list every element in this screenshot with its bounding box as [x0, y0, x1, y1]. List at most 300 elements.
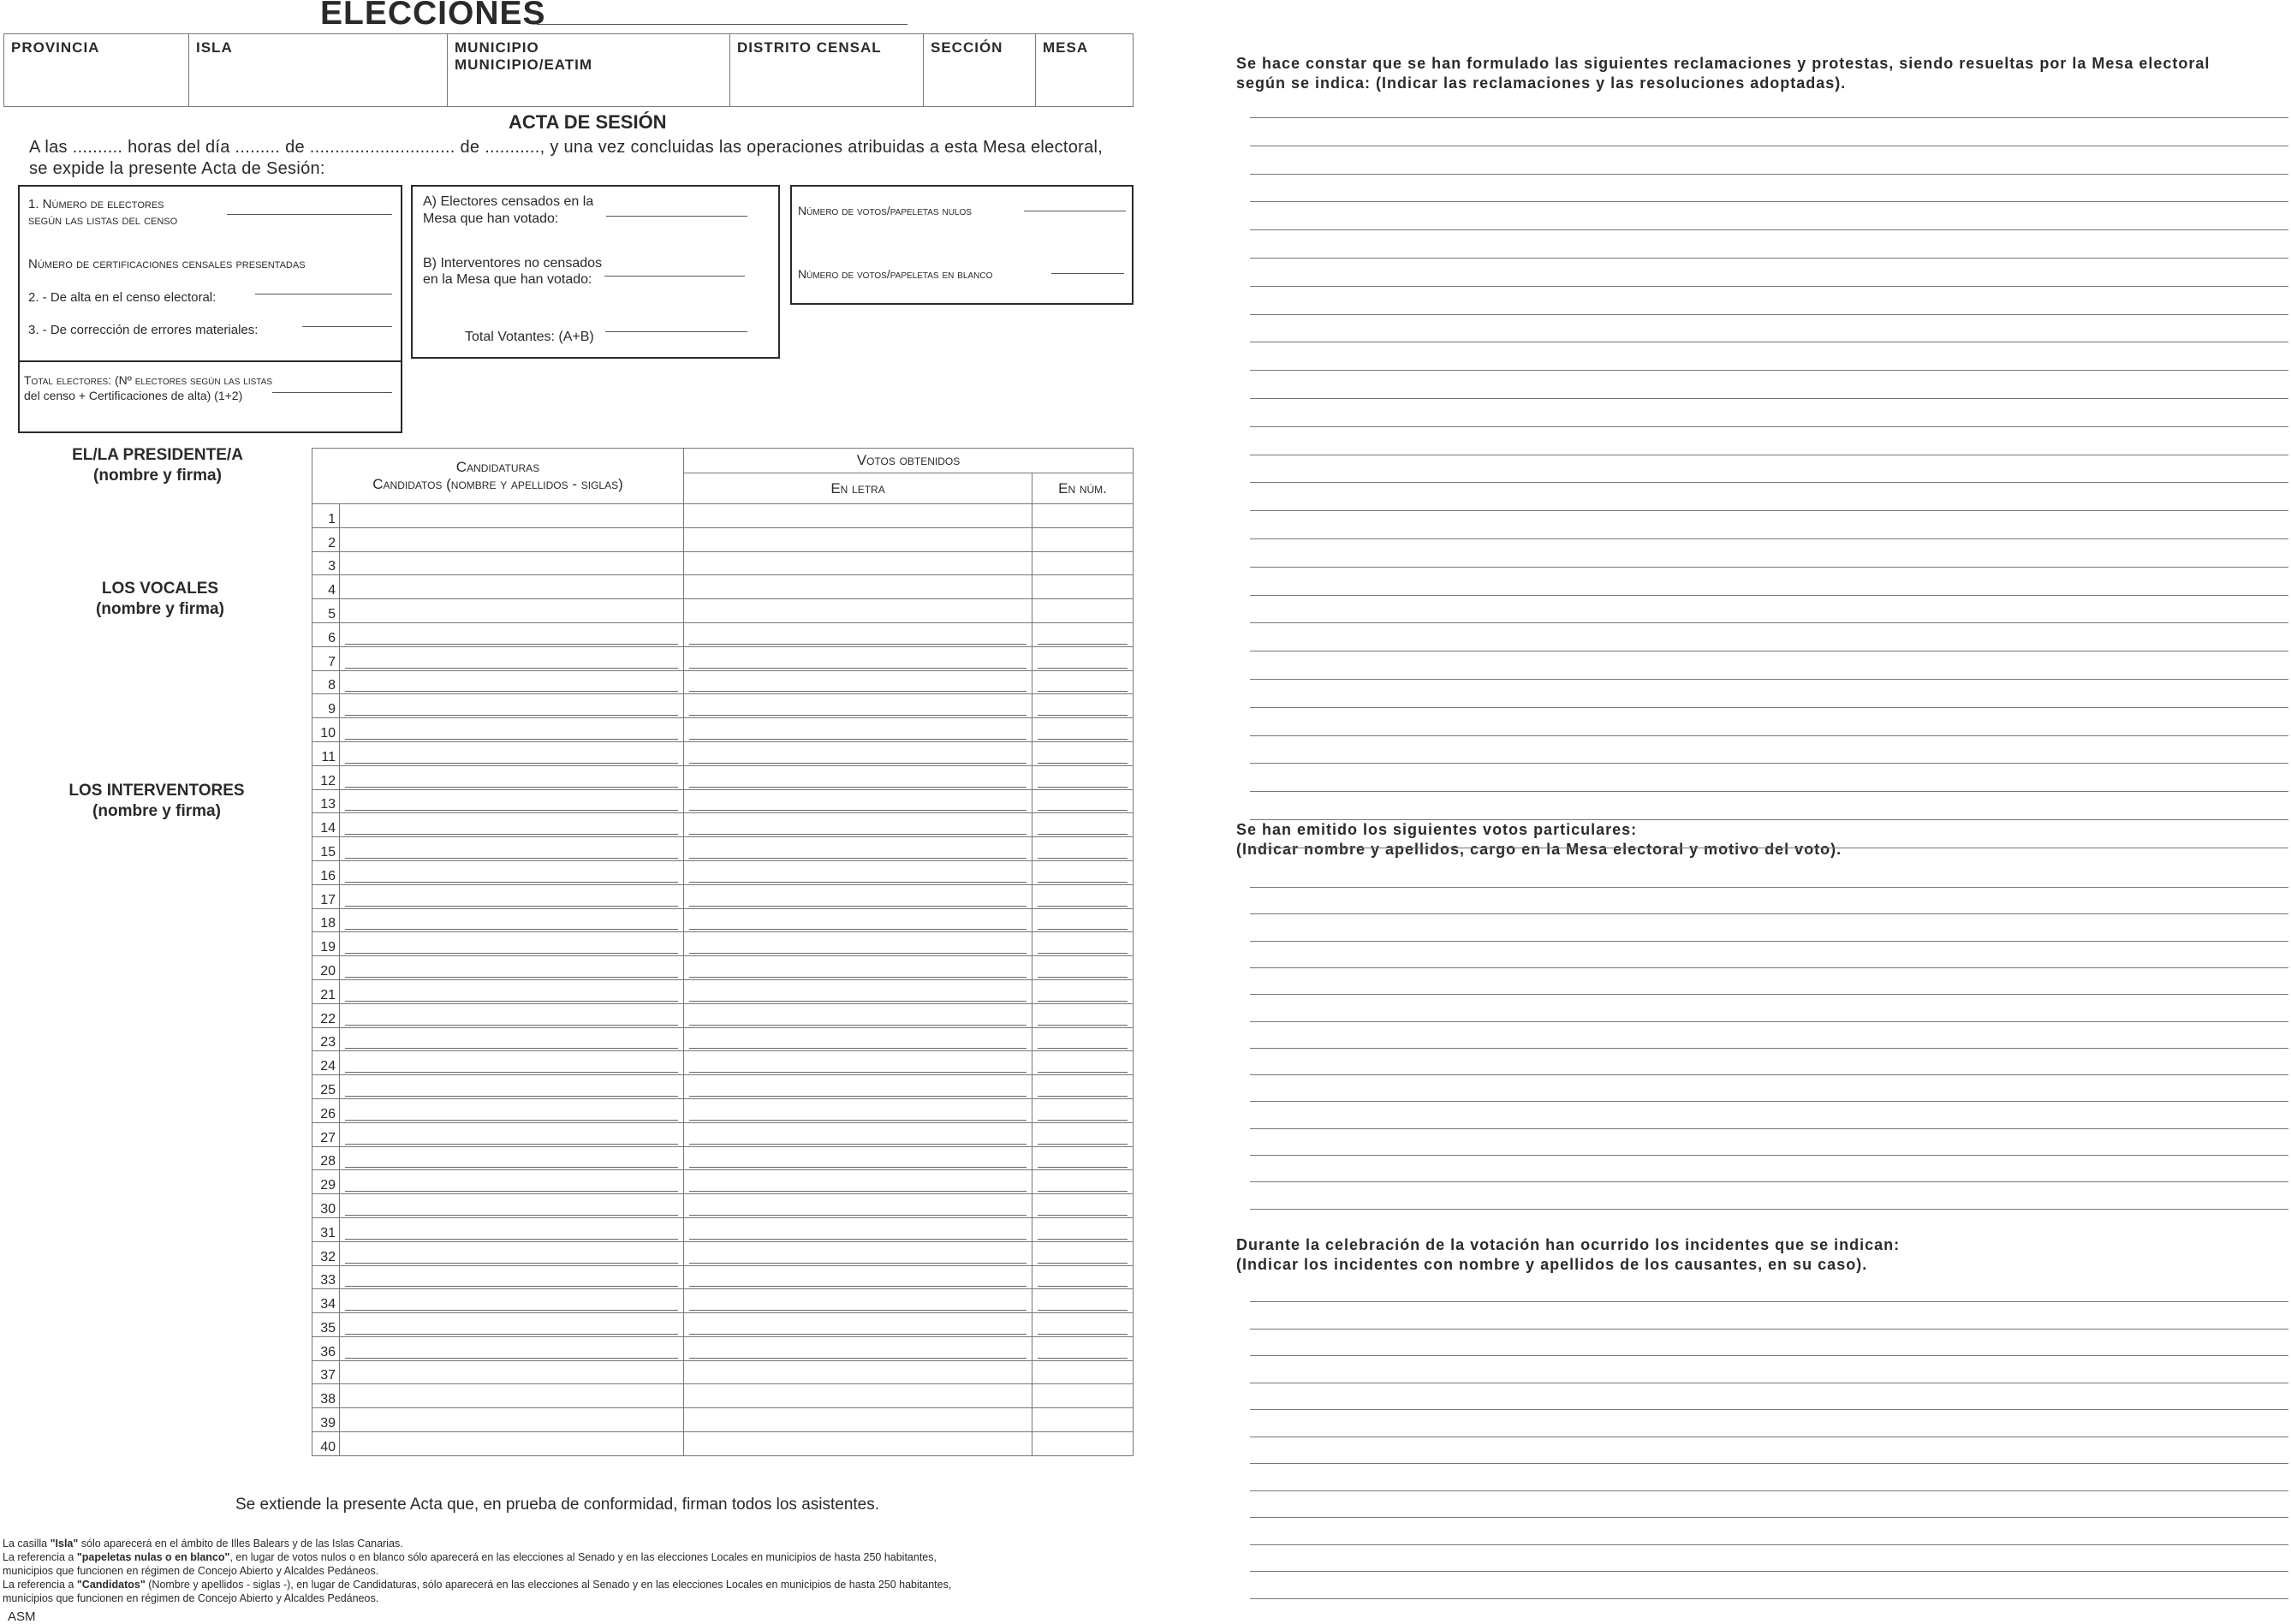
num-cell[interactable] — [1032, 860, 1134, 884]
letra-cell[interactable] — [684, 1241, 1032, 1265]
underline — [1038, 1025, 1128, 1026]
letra-cell[interactable] — [684, 1003, 1032, 1027]
num-cell[interactable] — [1032, 575, 1134, 599]
underline — [1038, 1048, 1128, 1049]
candidatura-cell[interactable] — [340, 504, 684, 528]
underline — [1038, 977, 1128, 978]
writing-line[interactable] — [1250, 1355, 2288, 1356]
table-row — [312, 1098, 1134, 1122]
interventores-nc-input[interactable] — [604, 276, 745, 277]
underline — [689, 1358, 1026, 1359]
underline — [345, 739, 678, 740]
writing-line[interactable] — [1250, 967, 2288, 968]
num-cell[interactable] — [1032, 956, 1134, 980]
underline — [689, 929, 1026, 930]
table-row — [312, 1051, 1134, 1075]
writing-line[interactable] — [1250, 819, 2288, 820]
num-cell[interactable] — [1032, 1146, 1134, 1170]
num-cell[interactable] — [1032, 837, 1134, 861]
row-number: 17 — [312, 884, 340, 908]
num-cell[interactable] — [1032, 932, 1134, 956]
candidatura-cell[interactable] — [340, 765, 684, 789]
candidatura-cell[interactable] — [340, 860, 684, 884]
table-row — [312, 1313, 1134, 1337]
num-header: En núm. — [1032, 473, 1134, 504]
underline — [345, 1191, 678, 1192]
writing-line[interactable] — [1250, 994, 2288, 995]
num-cell[interactable] — [1032, 884, 1134, 908]
candidatura-cell[interactable] — [340, 575, 684, 599]
letra-cell[interactable] — [684, 789, 1032, 813]
underline — [689, 906, 1026, 907]
writing-line[interactable] — [1250, 567, 2288, 568]
underline — [345, 1072, 678, 1073]
underline — [1038, 1120, 1128, 1121]
writing-line[interactable] — [1250, 1463, 2288, 1464]
blanco-input[interactable] — [1051, 273, 1124, 274]
candidatura-cell[interactable] — [340, 1051, 684, 1075]
writing-line[interactable] — [1250, 622, 2288, 623]
candidatura-cell[interactable] — [340, 670, 684, 694]
letra-cell[interactable] — [684, 813, 1032, 837]
candidatura-cell[interactable] — [340, 1075, 684, 1099]
row-number: 19 — [312, 932, 340, 956]
underline — [345, 810, 678, 811]
underline — [345, 906, 678, 907]
letra-cell[interactable] — [684, 1408, 1032, 1432]
table-row — [312, 789, 1134, 813]
candidatura-cell[interactable] — [340, 741, 684, 765]
num-cell[interactable] — [1032, 741, 1134, 765]
writing-line[interactable] — [1250, 117, 2288, 118]
num-cell[interactable] — [1032, 504, 1134, 528]
underline — [345, 1167, 678, 1168]
candidatura-cell[interactable] — [340, 979, 684, 1003]
writing-line[interactable] — [1250, 1571, 2288, 1572]
writing-line[interactable] — [1250, 1490, 2288, 1491]
candidatos-header-label: Candidatos (nombre y apellidos - siglas) — [372, 476, 623, 492]
location-header — [3, 33, 1134, 107]
table-row — [312, 765, 1134, 789]
num-cell[interactable] — [1032, 694, 1134, 718]
reclamaciones-line-2: según se indica: (Indicar las reclamaciones y las resoluciones adoptadas). — [1236, 74, 1847, 92]
row-number: 1 — [312, 504, 340, 528]
num-cell[interactable] — [1032, 813, 1134, 837]
writing-line[interactable] — [1250, 314, 2288, 315]
underline — [689, 668, 1026, 669]
num-cell[interactable] — [1032, 1313, 1134, 1337]
vocales-sublabel: (nombre y firma) — [96, 600, 224, 618]
underline — [689, 644, 1026, 645]
interventores-label: LOS INTERVENTORES — [68, 782, 245, 800]
writing-line[interactable] — [1250, 1074, 2288, 1075]
vocales-label: LOS VOCALES — [101, 580, 219, 598]
writing-line[interactable] — [1250, 679, 2288, 680]
writing-line[interactable] — [1250, 913, 2288, 914]
total-votantes-input[interactable] — [605, 331, 747, 332]
note-isla: La casilla "Isla" sólo aparecerá en el ámbito de Illes Balears y de las Islas Canarias. — [3, 1538, 403, 1550]
underline — [689, 882, 1026, 883]
letra-cell[interactable] — [684, 551, 1032, 575]
table-row — [312, 1146, 1134, 1170]
writing-line[interactable] — [1250, 707, 2288, 708]
num-cell[interactable] — [1032, 789, 1134, 813]
underline — [345, 1096, 678, 1097]
candidatura-cell[interactable] — [340, 1265, 684, 1289]
num-cell[interactable] — [1032, 1027, 1134, 1051]
letra-cell[interactable] — [684, 1170, 1032, 1194]
incidentes-line-2: (Indicar los incidentes con nombre y apellidos de los causantes, en su caso). — [1236, 1256, 1868, 1273]
candidatura-cell[interactable] — [340, 884, 684, 908]
provincia-field[interactable] — [4, 34, 189, 106]
seccion-label: SECCIÓN — [931, 39, 1003, 56]
writing-line[interactable] — [1250, 595, 2288, 596]
letra-cell[interactable] — [684, 1051, 1032, 1075]
isla-field[interactable] — [189, 34, 448, 106]
candidatura-cell[interactable] — [340, 932, 684, 956]
candidatura-cell[interactable] — [340, 789, 684, 813]
underline — [1038, 763, 1128, 764]
writing-line[interactable] — [1250, 1128, 2288, 1129]
table-row — [312, 884, 1134, 908]
letra-cell[interactable] — [684, 504, 1032, 528]
num-cell[interactable] — [1032, 527, 1134, 551]
letra-cell[interactable] — [684, 1360, 1032, 1384]
candidatura-cell[interactable] — [340, 908, 684, 932]
underline — [1038, 1239, 1128, 1240]
num-cell[interactable] — [1032, 1336, 1134, 1360]
writing-line[interactable] — [1250, 1517, 2288, 1518]
letra-cell[interactable] — [684, 837, 1032, 861]
underline — [1038, 691, 1128, 692]
letra-cell[interactable] — [684, 1336, 1032, 1360]
letra-cell[interactable] — [684, 1217, 1032, 1241]
candidatura-cell[interactable] — [340, 1146, 684, 1170]
candidatura-cell[interactable] — [340, 1408, 684, 1432]
candidatura-cell[interactable] — [340, 1194, 684, 1218]
writing-line[interactable] — [1250, 1301, 2288, 1302]
num-cell[interactable] — [1032, 979, 1134, 1003]
candidatura-cell[interactable] — [340, 718, 684, 742]
writing-line[interactable] — [1250, 510, 2288, 511]
table-row — [312, 1122, 1134, 1146]
letra-cell[interactable] — [684, 527, 1032, 551]
writing-line[interactable] — [1250, 174, 2288, 175]
candidatura-cell[interactable] — [340, 1313, 684, 1337]
table-row — [312, 1217, 1134, 1241]
writing-line[interactable] — [1250, 1409, 2288, 1410]
num-cell[interactable] — [1032, 1384, 1134, 1408]
writing-line[interactable] — [1250, 887, 2288, 888]
table-row — [312, 1408, 1134, 1432]
underline — [1038, 644, 1128, 645]
underline — [345, 644, 678, 645]
municipio-label: MUNICIPIO — [455, 39, 539, 56]
table-row — [312, 551, 1134, 575]
num-cell[interactable] — [1032, 1170, 1134, 1194]
candidatura-cell[interactable] — [340, 1027, 684, 1051]
presidente-signature[interactable] — [25, 445, 290, 486]
num-cell[interactable] — [1032, 1432, 1134, 1456]
municipio-field[interactable] — [448, 34, 730, 106]
underline — [1038, 882, 1128, 883]
table-row — [312, 1432, 1134, 1456]
num-cell[interactable] — [1032, 551, 1134, 575]
mesa-field[interactable] — [1036, 34, 1133, 106]
underline — [345, 1001, 678, 1002]
table-row — [312, 1241, 1134, 1265]
num-cell[interactable] — [1032, 1241, 1134, 1265]
candidatura-cell[interactable] — [340, 1384, 684, 1408]
candidatura-cell[interactable] — [340, 1336, 684, 1360]
row-number: 26 — [312, 1098, 340, 1122]
letra-cell[interactable] — [684, 860, 1032, 884]
underline — [1038, 810, 1128, 811]
letra-cell[interactable] — [684, 575, 1032, 599]
closing-text: Se extiende la presente Acta que, en prueba de conformidad, firman todos los asistentes. — [235, 1496, 880, 1514]
candidatura-cell[interactable] — [340, 599, 684, 623]
underline — [689, 1263, 1026, 1264]
num-cell[interactable] — [1032, 1360, 1134, 1384]
votos-line-1: Se han emitido los siguientes votos particulares: — [1236, 821, 1638, 838]
letra-cell[interactable] — [684, 1194, 1032, 1218]
row-number: 33 — [312, 1265, 340, 1289]
candidatura-cell[interactable] — [340, 1360, 684, 1384]
underline — [689, 715, 1026, 716]
row-number: 5 — [312, 599, 340, 623]
num-cell[interactable] — [1032, 908, 1134, 932]
underline — [689, 1191, 1026, 1192]
underline — [345, 858, 678, 859]
writing-line[interactable] — [1250, 398, 2288, 399]
num-cell[interactable] — [1032, 1265, 1134, 1289]
num-cell[interactable] — [1032, 765, 1134, 789]
num-cell[interactable] — [1032, 622, 1134, 646]
num-cell[interactable] — [1032, 1051, 1134, 1075]
incidentes-line-1: Durante la celebración de la votación han ocurrido los incidentes que se indican: — [1236, 1236, 1901, 1253]
letra-cell[interactable] — [684, 1313, 1032, 1337]
candidatura-cell[interactable] — [340, 1241, 684, 1265]
underline — [345, 1048, 678, 1049]
footnotes — [3, 1537, 1141, 1605]
underline — [689, 1072, 1026, 1073]
candidatura-cell[interactable] — [340, 622, 684, 646]
candidatura-cell[interactable] — [340, 1098, 684, 1122]
total-electores-sublabel: del censo + Certificaciones de alta) (1+2) — [24, 389, 243, 402]
row-number: 7 — [312, 646, 340, 670]
letra-cell[interactable] — [684, 1146, 1032, 1170]
table-row — [312, 1360, 1134, 1384]
underline — [345, 953, 678, 954]
row-number: 31 — [312, 1217, 340, 1241]
row-number: 4 — [312, 575, 340, 599]
underline — [345, 763, 678, 764]
writing-line[interactable] — [1250, 791, 2288, 792]
letra-cell[interactable] — [684, 1122, 1032, 1146]
underline — [689, 1239, 1026, 1240]
candidatura-cell[interactable] — [340, 1170, 684, 1194]
writing-line[interactable] — [1250, 426, 2288, 427]
candidatura-cell[interactable] — [340, 694, 684, 718]
intro-line-1: A las .......... horas del día ......... de ............................. de ..........., y una vez concluidas las operaciones atribuidas a esta Mesa electoral, — [29, 138, 1104, 157]
table-row — [312, 1336, 1134, 1360]
row-number: 14 — [312, 813, 340, 837]
writing-line[interactable] — [1250, 482, 2288, 483]
interventores-nc-sublabel: en la Mesa que han votado: — [423, 272, 592, 287]
writing-line[interactable] — [1250, 258, 2288, 259]
candidatura-cell[interactable] — [340, 1289, 684, 1313]
candidatura-cell[interactable] — [340, 527, 684, 551]
candidatura-cell[interactable] — [340, 1432, 684, 1456]
underline — [689, 834, 1026, 835]
underline — [1038, 906, 1128, 907]
writing-line[interactable] — [1250, 286, 2288, 287]
letra-cell[interactable] — [684, 599, 1032, 623]
num-cell[interactable] — [1032, 1122, 1134, 1146]
letra-cell[interactable] — [684, 718, 1032, 742]
letra-cell[interactable] — [684, 932, 1032, 956]
row-number: 10 — [312, 718, 340, 742]
letra-cell[interactable] — [684, 622, 1032, 646]
letra-cell[interactable] — [684, 1432, 1032, 1456]
row-number: 29 — [312, 1170, 340, 1194]
num-cell[interactable] — [1032, 1408, 1134, 1432]
writing-line[interactable] — [1250, 370, 2288, 371]
total-electores-input[interactable] — [272, 392, 392, 393]
underline — [345, 1239, 678, 1240]
candidatura-cell[interactable] — [340, 1003, 684, 1027]
election-name-field[interactable] — [537, 24, 907, 25]
num-cell[interactable] — [1032, 1098, 1134, 1122]
row-number: 37 — [312, 1360, 340, 1384]
candidatura-cell[interactable] — [340, 837, 684, 861]
row-number: 2 — [312, 527, 340, 551]
underline — [1038, 1334, 1128, 1335]
writing-line[interactable] — [1250, 1021, 2288, 1022]
underline — [689, 1215, 1026, 1216]
candidatura-cell[interactable] — [340, 1122, 684, 1146]
writing-line[interactable] — [1250, 763, 2288, 764]
mesa-label: MESA — [1043, 39, 1089, 56]
underline — [1038, 1191, 1128, 1192]
writing-line[interactable] — [1250, 538, 2288, 539]
underline — [689, 858, 1026, 859]
intro-text — [29, 137, 1142, 180]
letra-cell[interactable] — [684, 956, 1032, 980]
interventores-nc-label: B) Interventores no censados — [423, 256, 603, 271]
num-cell[interactable] — [1032, 599, 1134, 623]
letra-cell[interactable] — [684, 741, 1032, 765]
table-row — [312, 837, 1134, 861]
letra-cell[interactable] — [684, 1265, 1032, 1289]
divider — [18, 360, 401, 362]
underline — [345, 1358, 678, 1359]
letra-cell[interactable] — [684, 1384, 1032, 1408]
underline — [689, 1096, 1026, 1097]
correccion-label: 3. - De corrección de errores materiales: — [28, 323, 259, 337]
underline — [345, 929, 678, 930]
underline — [689, 1001, 1026, 1002]
letra-cell[interactable] — [684, 1075, 1032, 1099]
writing-line[interactable] — [1250, 1048, 2288, 1049]
underline — [345, 882, 678, 883]
seccion-field[interactable] — [924, 34, 1036, 106]
candidatura-cell[interactable] — [340, 813, 684, 837]
underline — [1038, 1310, 1128, 1311]
writing-line[interactable] — [1250, 1181, 2288, 1182]
row-number: 25 — [312, 1075, 340, 1099]
underline — [689, 1334, 1026, 1335]
acta-title: ACTA DE SESIÓN — [509, 111, 667, 133]
num-cell[interactable] — [1032, 1217, 1134, 1241]
table-row — [312, 813, 1134, 837]
row-number: 3 — [312, 551, 340, 575]
letra-cell[interactable] — [684, 694, 1032, 718]
underline — [1038, 715, 1128, 716]
underline — [1038, 1001, 1128, 1002]
underline — [345, 787, 678, 788]
letra-cell[interactable] — [684, 1098, 1032, 1122]
num-cell[interactable] — [1032, 1075, 1134, 1099]
row-number: 8 — [312, 670, 340, 694]
candidatura-cell[interactable] — [340, 551, 684, 575]
row-number: 32 — [312, 1241, 340, 1265]
table-row — [312, 622, 1134, 646]
writing-line[interactable] — [1250, 735, 2288, 736]
censados-input[interactable] — [606, 216, 747, 217]
num-cell[interactable] — [1032, 1194, 1134, 1218]
writing-line[interactable] — [1250, 1155, 2288, 1156]
writing-line[interactable] — [1250, 1101, 2288, 1102]
candidatura-cell[interactable] — [340, 1217, 684, 1241]
electores-input[interactable] — [227, 214, 392, 215]
writing-line[interactable] — [1250, 941, 2288, 942]
vocales-signature[interactable] — [27, 579, 293, 620]
letra-cell[interactable] — [684, 979, 1032, 1003]
num-cell[interactable] — [1032, 718, 1134, 742]
writing-line[interactable] — [1250, 1544, 2288, 1545]
letra-cell[interactable] — [684, 908, 1032, 932]
letra-cell[interactable] — [684, 646, 1032, 670]
table-row — [312, 694, 1134, 718]
letra-cell[interactable] — [684, 884, 1032, 908]
num-cell[interactable] — [1032, 1289, 1134, 1313]
writing-line[interactable] — [1250, 1209, 2288, 1210]
interventores-sublabel: (nombre y firma) — [92, 802, 221, 820]
writing-line[interactable] — [1250, 1598, 2288, 1599]
candidatura-cell[interactable] — [340, 646, 684, 670]
interventores-signature[interactable] — [24, 781, 289, 822]
distrito-field[interactable] — [730, 34, 924, 106]
writing-line[interactable] — [1250, 201, 2288, 202]
row-number: 20 — [312, 956, 340, 980]
letra-cell[interactable] — [684, 670, 1032, 694]
num-cell[interactable] — [1032, 646, 1134, 670]
note-papeletas-cont: municipios que funcionen en régimen de Concejo Abierto y Alcaldes Pedáneos. — [3, 1565, 379, 1577]
row-number: 38 — [312, 1384, 340, 1408]
candidaturas-header-label: Candidaturas — [455, 459, 540, 475]
num-cell[interactable] — [1032, 1003, 1134, 1027]
candidatura-cell[interactable] — [340, 956, 684, 980]
underline — [1038, 1263, 1128, 1264]
letra-cell[interactable] — [684, 1289, 1032, 1313]
letra-cell[interactable] — [684, 1027, 1032, 1051]
writing-line[interactable] — [1250, 1329, 2288, 1330]
letra-cell[interactable] — [684, 765, 1032, 789]
correccion-input[interactable] — [302, 326, 392, 327]
num-cell[interactable] — [1032, 670, 1134, 694]
writing-line[interactable] — [1250, 229, 2288, 230]
